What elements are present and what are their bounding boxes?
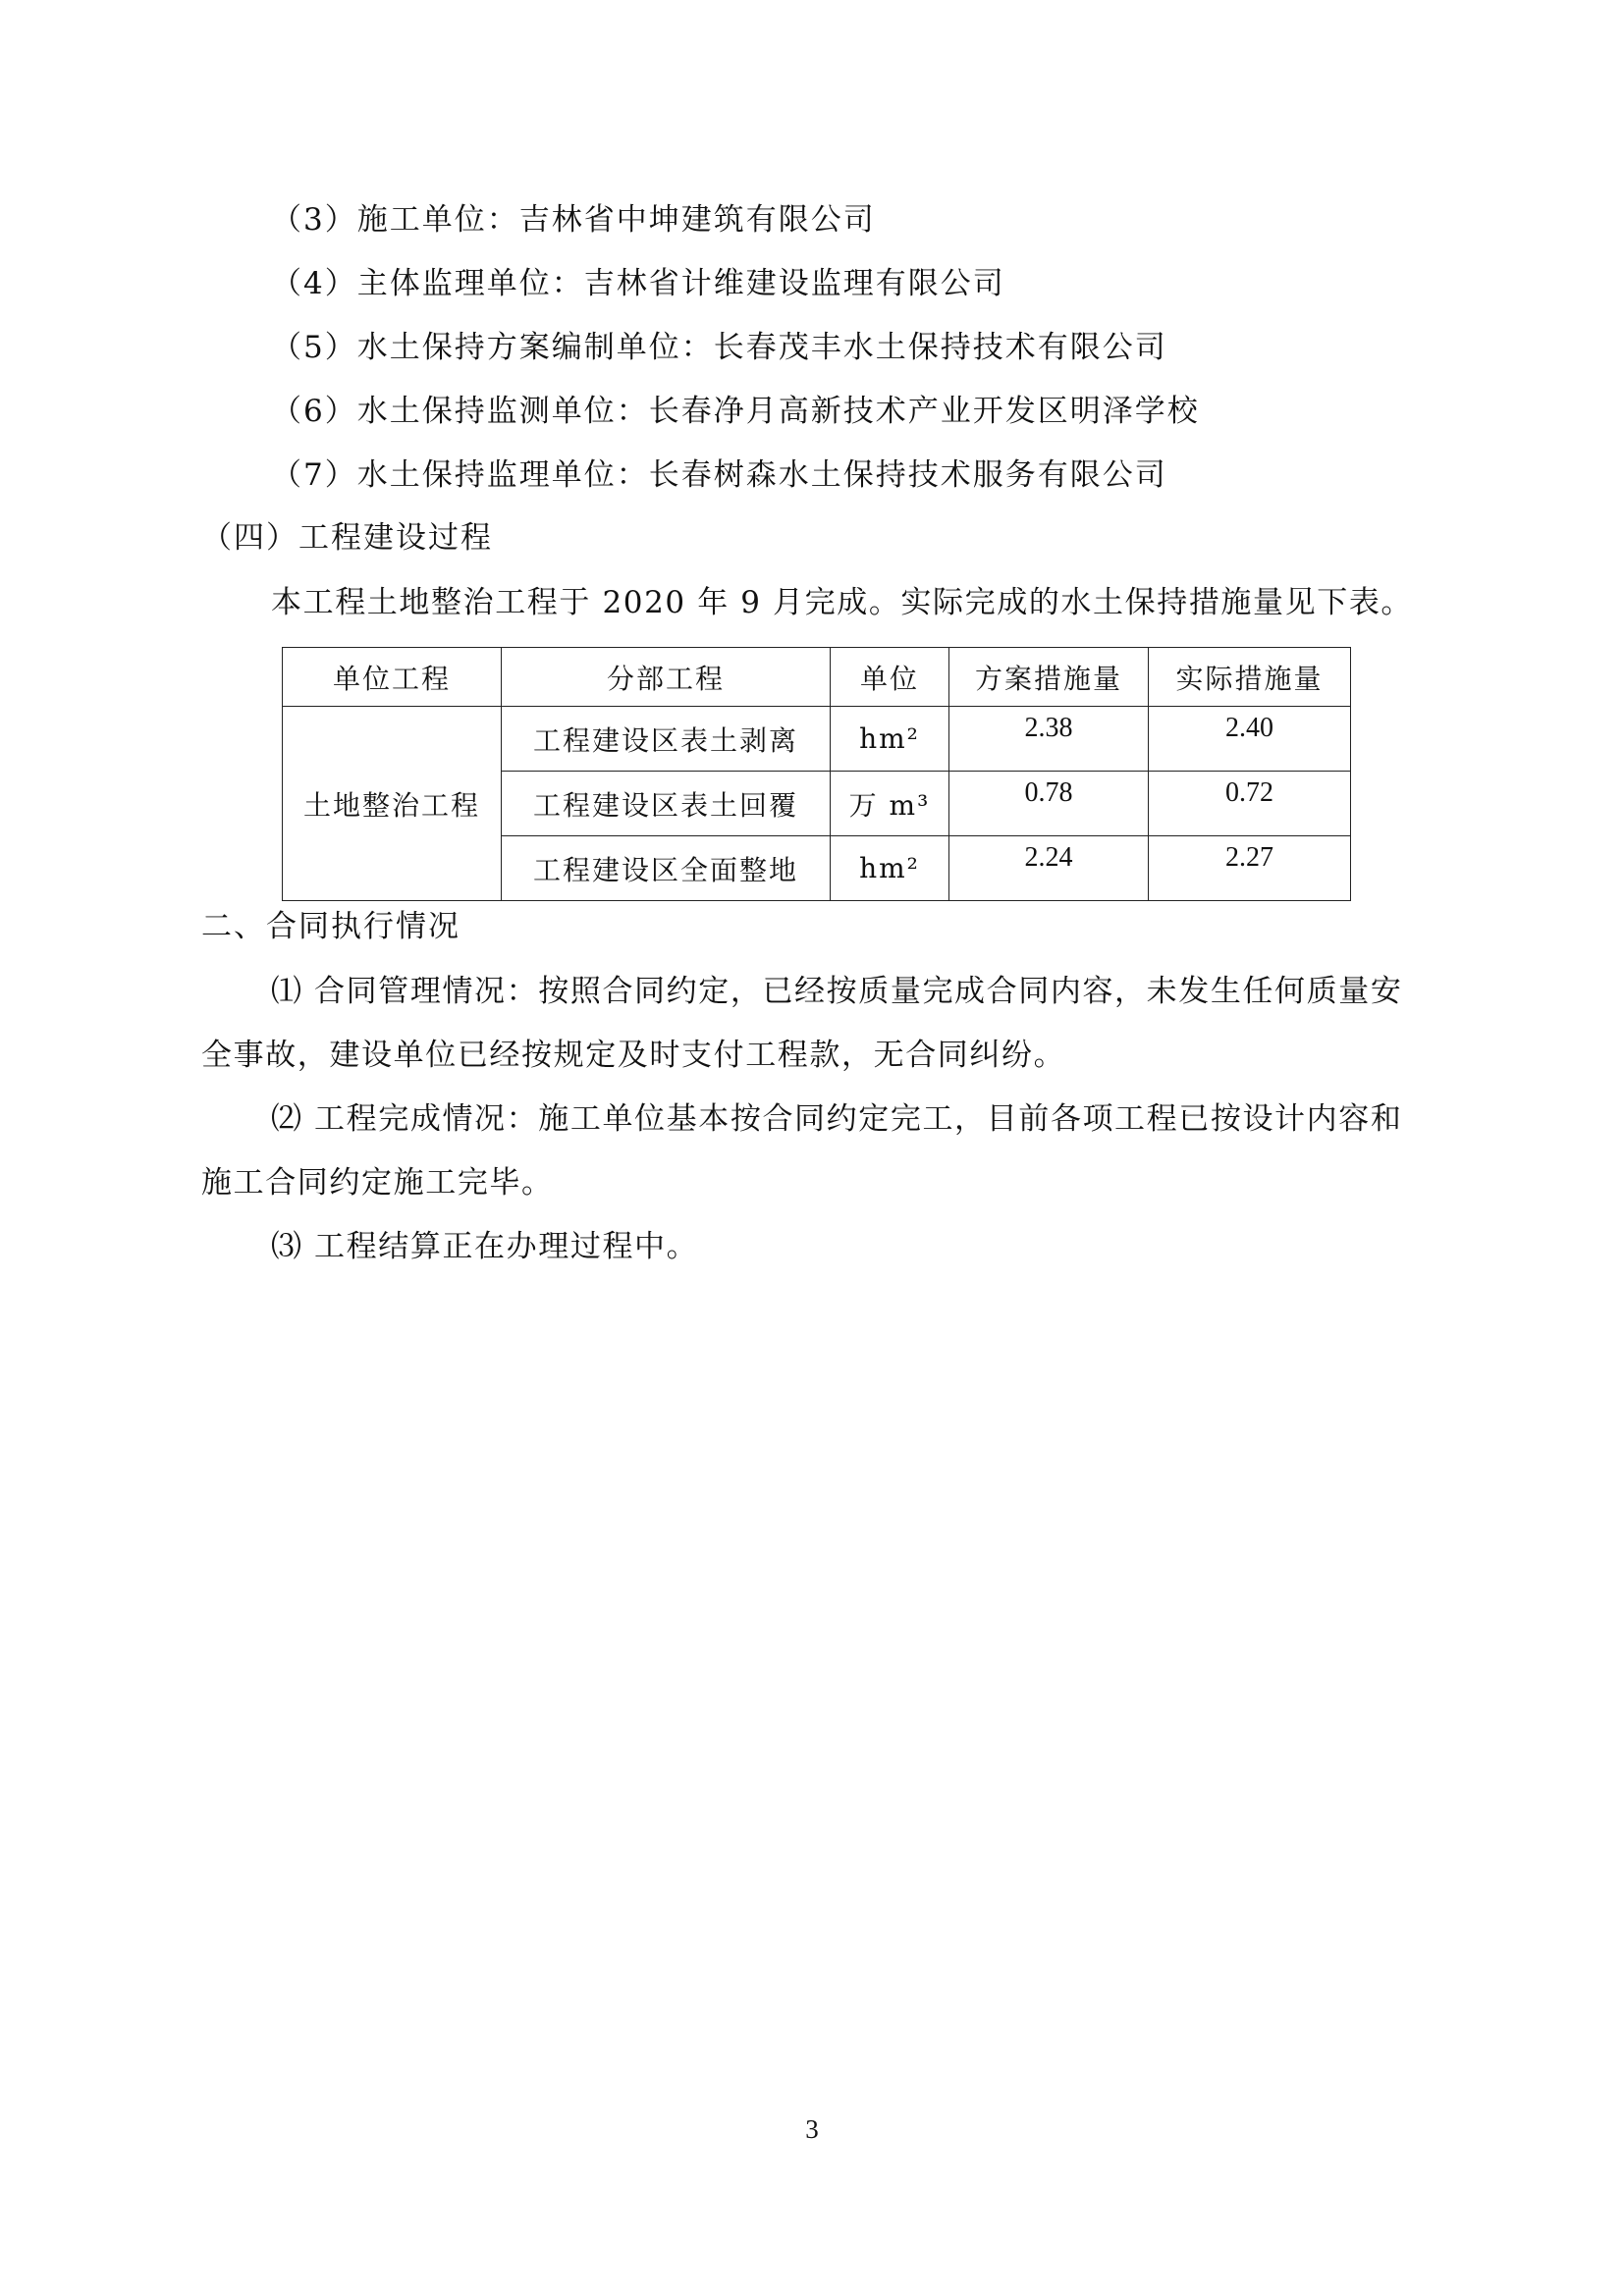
section-heading-contract-execution: 二、合同执行情况 xyxy=(201,909,460,944)
table-header-cell: 方案措施量 xyxy=(949,648,1149,707)
unit-cell: hm² xyxy=(831,836,949,901)
table-header-row xyxy=(283,648,1351,707)
soil-monitoring-unit-item: （6）水土保持监测单位：长春净月高新技术产业开发区明泽学校 xyxy=(271,394,1200,429)
actual-amount-cell: 2.27 xyxy=(1149,836,1351,901)
construction-unit-item: （3）施工单位：吉林省中坤建筑有限公司 xyxy=(271,202,876,238)
section-intro-paragraph: 本工程土地整治工程于 2020 年 9 月完成。实际完成的水土保持措施量见下表。 xyxy=(271,585,1414,620)
table-header-cell: 实际措施量 xyxy=(1149,648,1351,707)
project-completion-paragraph: ⑵ 工程完成情况：施工单位基本按合同约定完工，目前各项工程已按设计内容和 xyxy=(271,1101,1403,1137)
planned-amount-cell: 2.38 xyxy=(949,707,1149,772)
actual-amount-cell: 0.72 xyxy=(1149,772,1351,836)
unit-cell: 万 m³ xyxy=(831,772,949,836)
settlement-paragraph: ⑶ 工程结算正在办理过程中。 xyxy=(271,1229,699,1264)
planned-amount-cell: 2.24 xyxy=(949,836,1149,901)
section-heading-construction-process: （四）工程建设过程 xyxy=(201,520,493,556)
soil-supervision-unit-item: （7）水土保持监理单位：长春树森水土保持技术服务有限公司 xyxy=(271,457,1167,493)
table-row xyxy=(283,707,1351,772)
contract-management-paragraph: ⑴ 合同管理情况：按照合同约定，已经按质量完成合同内容，未发生任何质量安 xyxy=(271,974,1403,1009)
project-completion-paragraph-cont: 施工合同约定施工完毕。 xyxy=(201,1165,554,1201)
sub-project-cell: 工程建设区表土回覆 xyxy=(502,772,831,836)
table-header-cell: 单位工程 xyxy=(283,648,502,707)
table-header-cell: 单位 xyxy=(831,648,949,707)
contract-management-paragraph-cont: 全事故，建设单位已经按规定及时支付工程款，无合同纠纷。 xyxy=(201,1038,1066,1073)
main-supervision-unit-item: （4）主体监理单位：吉林省计维建设监理有限公司 xyxy=(271,266,1005,301)
actual-amount-cell: 2.40 xyxy=(1149,707,1351,772)
planned-amount-cell: 0.78 xyxy=(949,772,1149,836)
soil-plan-compiler-item: （5）水土保持方案编制单位：长春茂丰水土保持技术有限公司 xyxy=(271,330,1167,365)
unit-project-cell: 土地整治工程 xyxy=(283,707,502,901)
sub-project-cell: 工程建设区全面整地 xyxy=(502,836,831,901)
soil-conservation-measures-table xyxy=(282,647,1351,901)
sub-project-cell: 工程建设区表土剥离 xyxy=(502,707,831,772)
unit-cell: hm² xyxy=(831,707,949,772)
table-header-cell: 分部工程 xyxy=(502,648,831,707)
page-number: 3 xyxy=(805,2114,819,2144)
